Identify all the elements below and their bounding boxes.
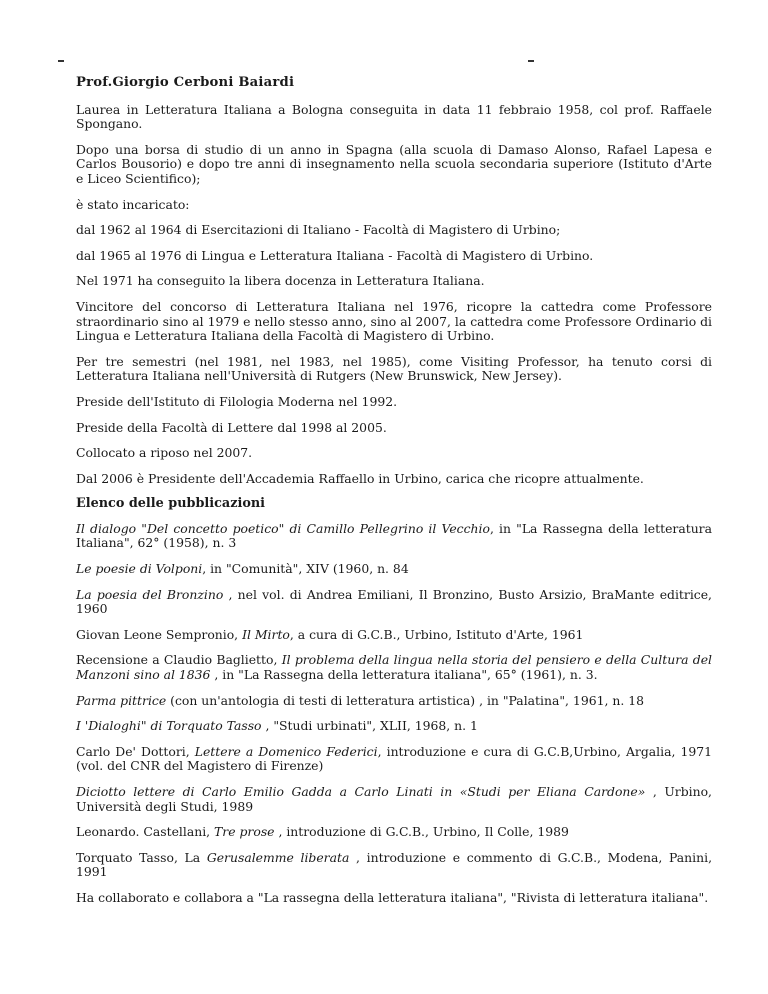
publication-details: , in "La Rassegna della letteratura Italiana", 62° (1958), n. 3 <box>76 520 712 551</box>
publication-author: Torquato Tasso, La <box>76 849 207 865</box>
publication-item <box>76 891 712 906</box>
bio-paragraph: Collocato a riposo nel 2007. <box>76 445 253 461</box>
publication-author: Leonardo. Castellani, <box>76 824 215 840</box>
publications-heading: Elenco delle pubblicazioni <box>76 496 266 512</box>
publication-title: Il problema della lingua nella storia del pensiero e della Cultura del Manzoni sino al 1836 <box>76 652 712 683</box>
bio-paragraph: Preside dell'Istituto di Filologia Moderna nel 1992. <box>76 393 398 409</box>
publication-details: (con un'antologia di testi di letteratura artistica) , in "Palatina", 1961, n. 18 <box>166 692 644 708</box>
publication-item <box>76 851 712 880</box>
publication-author: Giovan Leone Sempronio, <box>76 626 243 642</box>
publication-title: I 'Dialoghi" di Torquato Tasso <box>76 718 262 734</box>
publication-details: , "Studi urbinati", XLII, 1968, n. 1 <box>261 718 478 734</box>
bio-paragraph: Dopo una borsa di studio di un anno in Spagna (alla scuola di Damaso Alonso, Rafael Lapesa e Carlos Bousorio) e dopo tre anni di insegnamento nella scuola secondaria superiore (Istituto d'Arte e Liceo Scientifico); <box>76 141 712 186</box>
bio-paragraph: Laurea in Letteratura Italiana a Bologna conseguita in data 11 febbraio 1958, col prof. Raffaele Spongano. <box>76 101 712 132</box>
publication-item <box>76 653 712 682</box>
bio-paragraph: Dal 2006 è Presidente dell'Accademia Raffaello in Urbino, carica che ricopre attualmente. <box>76 470 644 486</box>
publication-title: Diciotto lettere di Carlo Emilio Gadda a Carlo Linati in «Studi per Eliana Cardone» <box>76 784 646 799</box>
publication-title: Lettere a Domenico Federici <box>194 743 378 759</box>
publication-author: Recensione a Claudio Baglietto, <box>76 652 282 668</box>
page-title: Prof.Giorgio Cerboni Baiardi <box>76 75 295 90</box>
publication-item <box>76 745 712 774</box>
scan-mark-left <box>58 60 64 62</box>
publication-details: , introduzione e cura di G.C.B,Urbino, Argalia, 1971 (vol. del CNR del Magistero di Firenze) <box>76 743 713 774</box>
publication-details: , in "La Rassegna della letteratura italiana", 65° (1961), n. 3. <box>210 667 598 683</box>
bio-paragraph: dal 1965 al 1976 di Lingua e Letteratura Italiana - Facoltà di Magistero di Urbino. <box>76 247 594 263</box>
publication-details: , a cura di G.C.B., Urbino, Istituto d'Arte, 1961 <box>289 626 584 642</box>
bio-paragraph: è stato incaricato: <box>76 196 190 212</box>
publication-item <box>76 628 712 643</box>
bio-paragraph: Vincitore del concorso di Letteratura Italiana nel 1976, ricopre la cattedra come Professore straordinario sino al 1979 e nello stesso anno, sino al 2007, la cattedra come Professore Ordinario di Lingua e Letteratura Italiana della Facoltà di Magistero di Urbino. <box>76 298 712 344</box>
publication-details: , introduzione di G.C.B., Urbino, Il Colle, 1989 <box>274 824 569 840</box>
publication-details: , introduzione e commento di G.C.B., Modena, Panini, 1991 <box>76 849 713 880</box>
publication-title: Parma pittrice <box>76 692 167 708</box>
scan-mark-right <box>528 60 534 62</box>
bio-paragraph: dal 1962 al 1964 di Esercitazioni di Italiano - Facoltà di Magistero di Urbino; <box>76 222 561 238</box>
document-body <box>76 76 712 917</box>
publication-title: Il Mirto <box>242 626 290 642</box>
publication-item <box>76 825 712 840</box>
bio-paragraph: Per tre semestri (nel 1981, nel 1983, nel 1985), come Visiting Professor, ha tenuto corsi di Letteratura Italiana nell'Università di Rutgers (New Brunswick, New Jersey). <box>76 353 712 384</box>
publication-title: Le poesie di Volponi <box>76 561 203 577</box>
publication-author: Carlo De' Dottori, <box>76 743 195 759</box>
publications-list <box>76 522 712 906</box>
publication-title: Il dialogo "Del concetto poetico" di Camillo Pellegrino il Vecchio <box>76 520 490 536</box>
publication-title: La poesia del Bronzino <box>76 586 224 602</box>
publication-title: Tre prose <box>214 824 275 840</box>
publication-details: , Urbino, Università degli Studi, 1989 <box>76 784 712 814</box>
publication-item <box>76 522 712 551</box>
publication-details: , in "Comunità", XIV (1960, n. 84 <box>202 561 409 577</box>
publication-title: Gerusalemme liberata <box>206 849 350 865</box>
publication-item <box>76 694 712 709</box>
bio-section <box>76 103 712 487</box>
publication-item <box>76 588 712 617</box>
publication-item <box>76 719 712 734</box>
publication-details: , nel vol. di Andrea Emiliani, Il Bronzino, Busto Arsizio, BraMante editrice, 1960 <box>76 586 712 617</box>
bio-paragraph: Preside della Facoltà di Lettere dal 1998 al 2005. <box>76 419 387 435</box>
publication-item <box>76 562 712 577</box>
collaboration-note: Ha collaborato e collabora a "La rassegna della letteratura italiana", "Rivista di letteratura italiana". <box>76 889 709 905</box>
publication-item <box>76 785 712 814</box>
bio-paragraph: Nel 1971 ha conseguito la libera docenza in Letteratura Italiana. <box>76 273 485 289</box>
